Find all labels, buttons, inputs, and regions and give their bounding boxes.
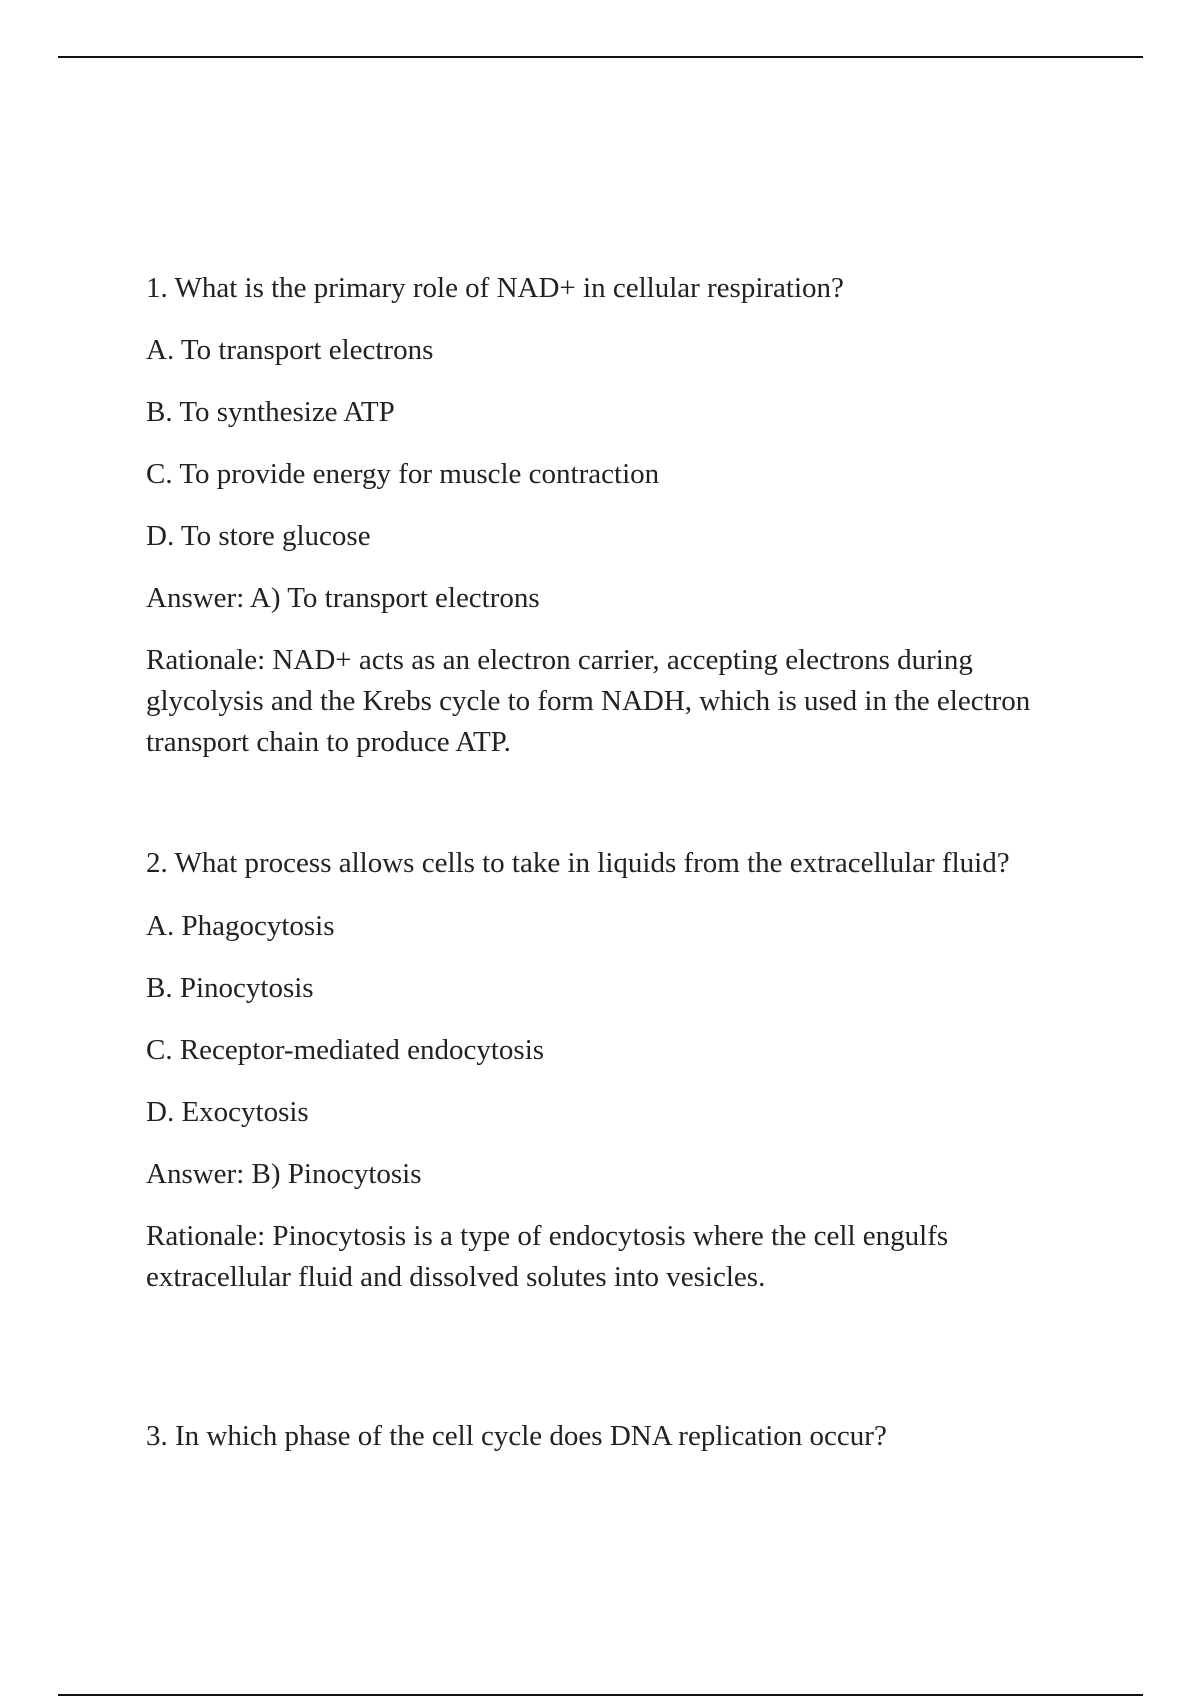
option-a: A. To transport electrons [146, 334, 434, 366]
header-rule [58, 56, 1143, 58]
answer-text: Answer: B) Pinocytosis [146, 1158, 422, 1190]
option-d: D. Exocytosis [146, 1096, 309, 1128]
rationale-text: Rationale: Pinocytosis is a type of endocytosis where the cell engulfs extracellular fluid and dissolved solutes into vesicles. [146, 1220, 949, 1293]
question-block-1 [146, 268, 1096, 763]
option-b: B. Pinocytosis [146, 972, 314, 1004]
rationale-text: Rationale: NAD+ acts as an electron carrier, accepting electrons during glycolysis and the Krebs cycle to form NADH, which is used in the electron transport chain to produce ATP. [146, 644, 1031, 758]
question-block-3 [146, 1416, 1096, 1478]
option-a: A. Phagocytosis [146, 910, 335, 942]
option-d: D. To store glucose [146, 520, 371, 552]
question-text: 3. In which phase of the cell cycle does DNA replication occur? [146, 1420, 887, 1452]
question-text: 1. What is the primary role of NAD+ in cellular respiration? [146, 272, 844, 304]
question-text: 2. What process allows cells to take in liquids from the extracellular fluid? [146, 847, 1010, 879]
option-c: C. Receptor-mediated endocytosis [146, 1034, 545, 1066]
footer-rule [58, 1694, 1143, 1696]
question-block-2 [146, 843, 1096, 1298]
option-b: B. To synthesize ATP [146, 396, 395, 428]
answer-text: Answer: A) To transport electrons [146, 582, 540, 614]
option-c: C. To provide energy for muscle contraction [146, 458, 660, 490]
